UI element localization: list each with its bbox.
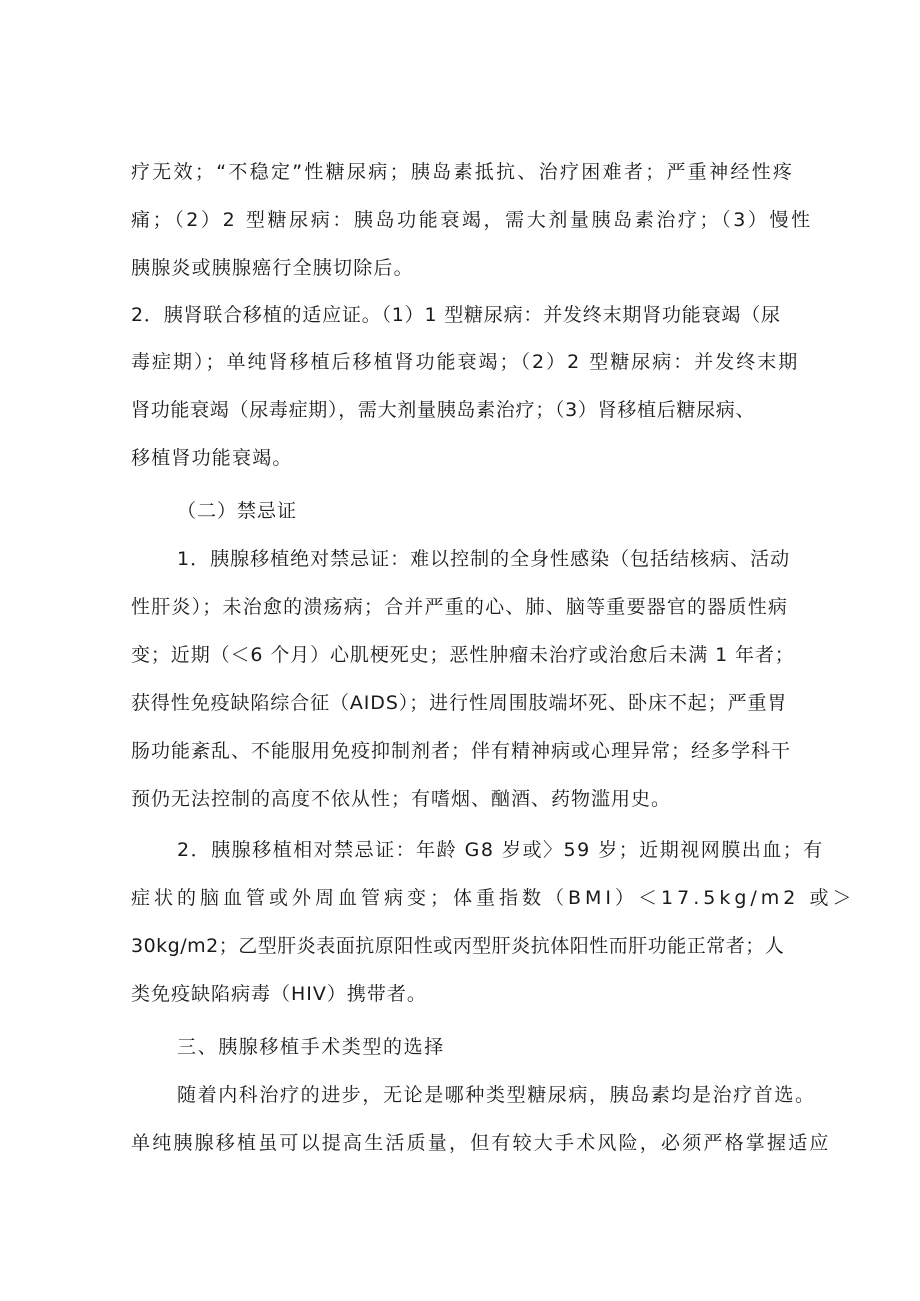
text-line: 肠功能紊乱、不能服用免疫抑制剂者；伴有精神病或心理异常；经多学科干: [131, 740, 792, 762]
text-line: 性肝炎）；未治愈的溃疡病；合并严重的心、肺、脑等重要器官的器质性病: [131, 596, 789, 618]
text-line: 随着内科治疗的进步，无论是哪种类型糖尿病，胰岛素均是治疗首选。: [177, 1084, 816, 1106]
text-line: 1．胰腺移植绝对禁忌证：难以控制的全身性感染（包括结核病、活动: [177, 548, 791, 570]
section-heading: （二）禁忌证: [177, 500, 298, 522]
text-line: 2．胰腺移植相对禁忌证：年龄 G8 岁或〉59 岁；近期视网膜出血；有: [177, 839, 824, 861]
text-line: 痛；（2）2 型糖尿病：胰岛功能衰竭，需大剂量胰岛素治疗；（3）慢性: [131, 209, 813, 231]
text-line: 获得性免疫缺陷综合征（AIDS）；进行性周围肢端坏死、卧床不起；严重胃: [131, 692, 788, 714]
text-line: 2．胰肾联合移植的适应证。（1）1 型糖尿病：并发终末期肾功能衰竭（尿: [131, 304, 781, 326]
text-line: 疗无效；“不稳定”性糖尿病；胰岛素抵抗、治疗困难者；严重神经性疼: [131, 161, 795, 183]
text-line: 胰腺炎或胰腺癌行全胰切除后。: [131, 257, 414, 279]
text-line: 症状的脑血管或外周血管病变；体重指数（BMI）＜17.5kg/m2 或＞: [131, 887, 856, 909]
text-line: 毒症期）；单纯肾移植后移植肾功能衰竭；（2）2 型糖尿病：并发终末期: [131, 351, 800, 373]
text-line: 预仍无法控制的高度不依从性；有嗜烟、酗酒、药物滥用史。: [131, 788, 672, 810]
text-line: 移植肾功能衰竭。: [131, 447, 293, 469]
text-line: 肾功能衰竭（尿毒症期），需大剂量胰岛素治疗；（3）肾移植后糖尿病、: [131, 399, 756, 421]
text-line: 30kg/m2；乙型肝炎表面抗原阳性或丙型肝炎抗体阳性而肝功能正常者；人: [131, 935, 785, 957]
text-line: 变；近期（＜6 个月）心肌梗死史；恶性肿瘤未治疗或治愈后未满 1 年者；: [131, 644, 795, 666]
section-heading: 三、胰腺移植手术类型的选择: [177, 1036, 445, 1058]
text-line: 类免疫缺陷病毒（HIV）携带者。: [131, 983, 427, 1005]
text-line: 单纯胰腺移植虽可以提高生活质量，但有较大手术风险，必须严格掌握适应: [131, 1132, 831, 1154]
